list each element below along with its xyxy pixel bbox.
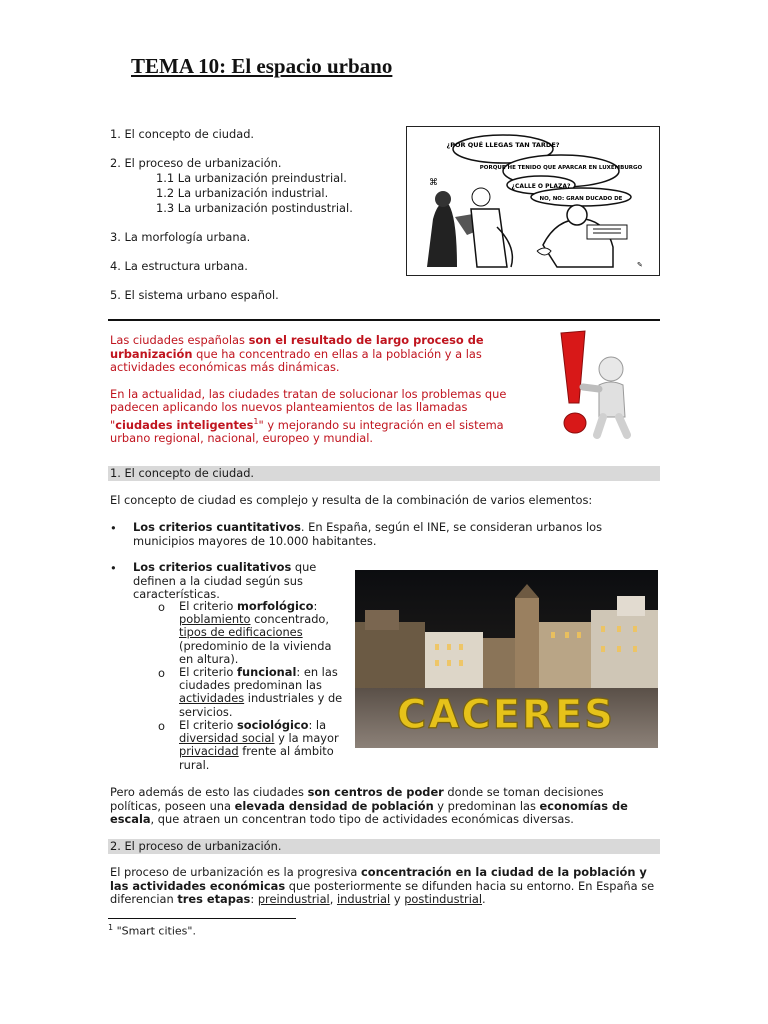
footnote-separator <box>108 918 296 919</box>
footnote: $^1$ "Smart cities". <box>108 923 196 938</box>
sub-bullet-marker: o <box>158 719 165 733</box>
sub-bullet-marker: o <box>158 666 165 680</box>
section-heading-2: 2. El proceso de urbanización. <box>108 839 660 854</box>
toc-item-1: 1. El concepto de ciudad. <box>110 127 255 141</box>
cartoon-bubble-4: NO, NO: GRAN DUCADO DE <box>539 196 623 202</box>
criterion-functional: El criterio funcional: en las ciudades predominan las actividades industriales y de servicios. <box>179 665 343 719</box>
intro-text <box>110 334 530 458</box>
toc-item-4: 4. La estructura urbana. <box>110 259 248 273</box>
svg-text:✎: ✎ <box>637 261 643 269</box>
bullet-marker: • <box>110 521 117 535</box>
cartoon-illustration <box>406 126 660 276</box>
cartoon-bubble-2: PORQUE HE TENIDO QUE APARCAR EN LUXEMBURGO <box>479 165 643 171</box>
exclamation-figure-icon <box>553 327 645 439</box>
table-of-contents <box>110 127 353 303</box>
footnote-reference[interactable]: 1 <box>253 416 259 426</box>
bullet-quantitative: Los criterios cuantitativos. En España, según el INE, se consideran urbanos los municipios mayores de 10.000 habitantes. <box>133 520 603 548</box>
caceres-letters: CACERES <box>397 692 615 738</box>
section-divider <box>108 319 660 321</box>
intro-paragraph-2: En la actualidad, las ciudades tratan de solucionar los problemas que padecen aplicando los nuevos planteamientos de las llamadas "ciudades inteligentes$^1$" y mejorando su integración en el sistema urbano regional, nacional, europeo y mundial. <box>110 386 507 445</box>
section-2-paragraph: El proceso de urbanización es la progresiva concentración en la ciudad de la población y las actividades económicas que posteriormente se difunden hacia su entorno. En España se diferencian tres etapas: preindustrial, industrial y postindustrial. <box>110 865 655 906</box>
page-title: TEMA 10: El espacio urbano <box>131 54 393 78</box>
section-1-closing: Pero además de esto las ciudades son centros de poder donde se toman decisiones políticas, poseen una elevada densidad de población y predominan las economías de escala, que atraen un concentran todo tipo de actividades económicas diversas. <box>110 785 628 826</box>
intro-paragraph-1: Las ciudades españolas son el resultado de largo proceso de urbanización que ha concentrado en ellas a la población y a las actividades económicas más dinámicas. <box>110 333 484 374</box>
toc-item-2-3: 1.3 La urbanización postindustrial. <box>156 201 353 215</box>
toc-item-2-1: 1.1 La urbanización preindustrial. <box>156 171 347 185</box>
bullet-qualitative: Los criterios cualitativos que definen a la ciudad según sus características. <box>133 560 317 601</box>
caceres-photo <box>355 570 658 748</box>
svg-text:⌘: ⌘ <box>429 178 438 188</box>
sub-bullet-marker: o <box>158 600 165 614</box>
toc-item-5: 5. El sistema urbano español. <box>110 288 279 302</box>
toc-item-3: 3. La morfología urbana. <box>110 230 251 244</box>
criterion-sociological: El criterio sociológico: la diversidad social y la mayor privacidad frente al ámbito rural. <box>179 718 339 772</box>
cartoon-bubble-3: ¿CALLE O PLAZA? <box>511 183 571 190</box>
section-heading-1: 1. El concepto de ciudad. <box>108 466 660 481</box>
bullet-marker: • <box>110 561 117 575</box>
section-1-lead: El concepto de ciudad es complejo y resulta de la combinación de varios elementos: <box>110 493 593 507</box>
toc-item-2-2: 1.2 La urbanización industrial. <box>156 186 329 200</box>
criterion-morphological: El criterio morfológico: poblamiento concentrado, tipos de edificaciones (predominio de la vivienda en altura). <box>179 599 332 666</box>
cartoon-bubble-1: ¿POR QUÉ LLEGAS TAN TARDE? <box>446 141 560 149</box>
toc-item-2: 2. El proceso de urbanización. <box>110 156 282 170</box>
